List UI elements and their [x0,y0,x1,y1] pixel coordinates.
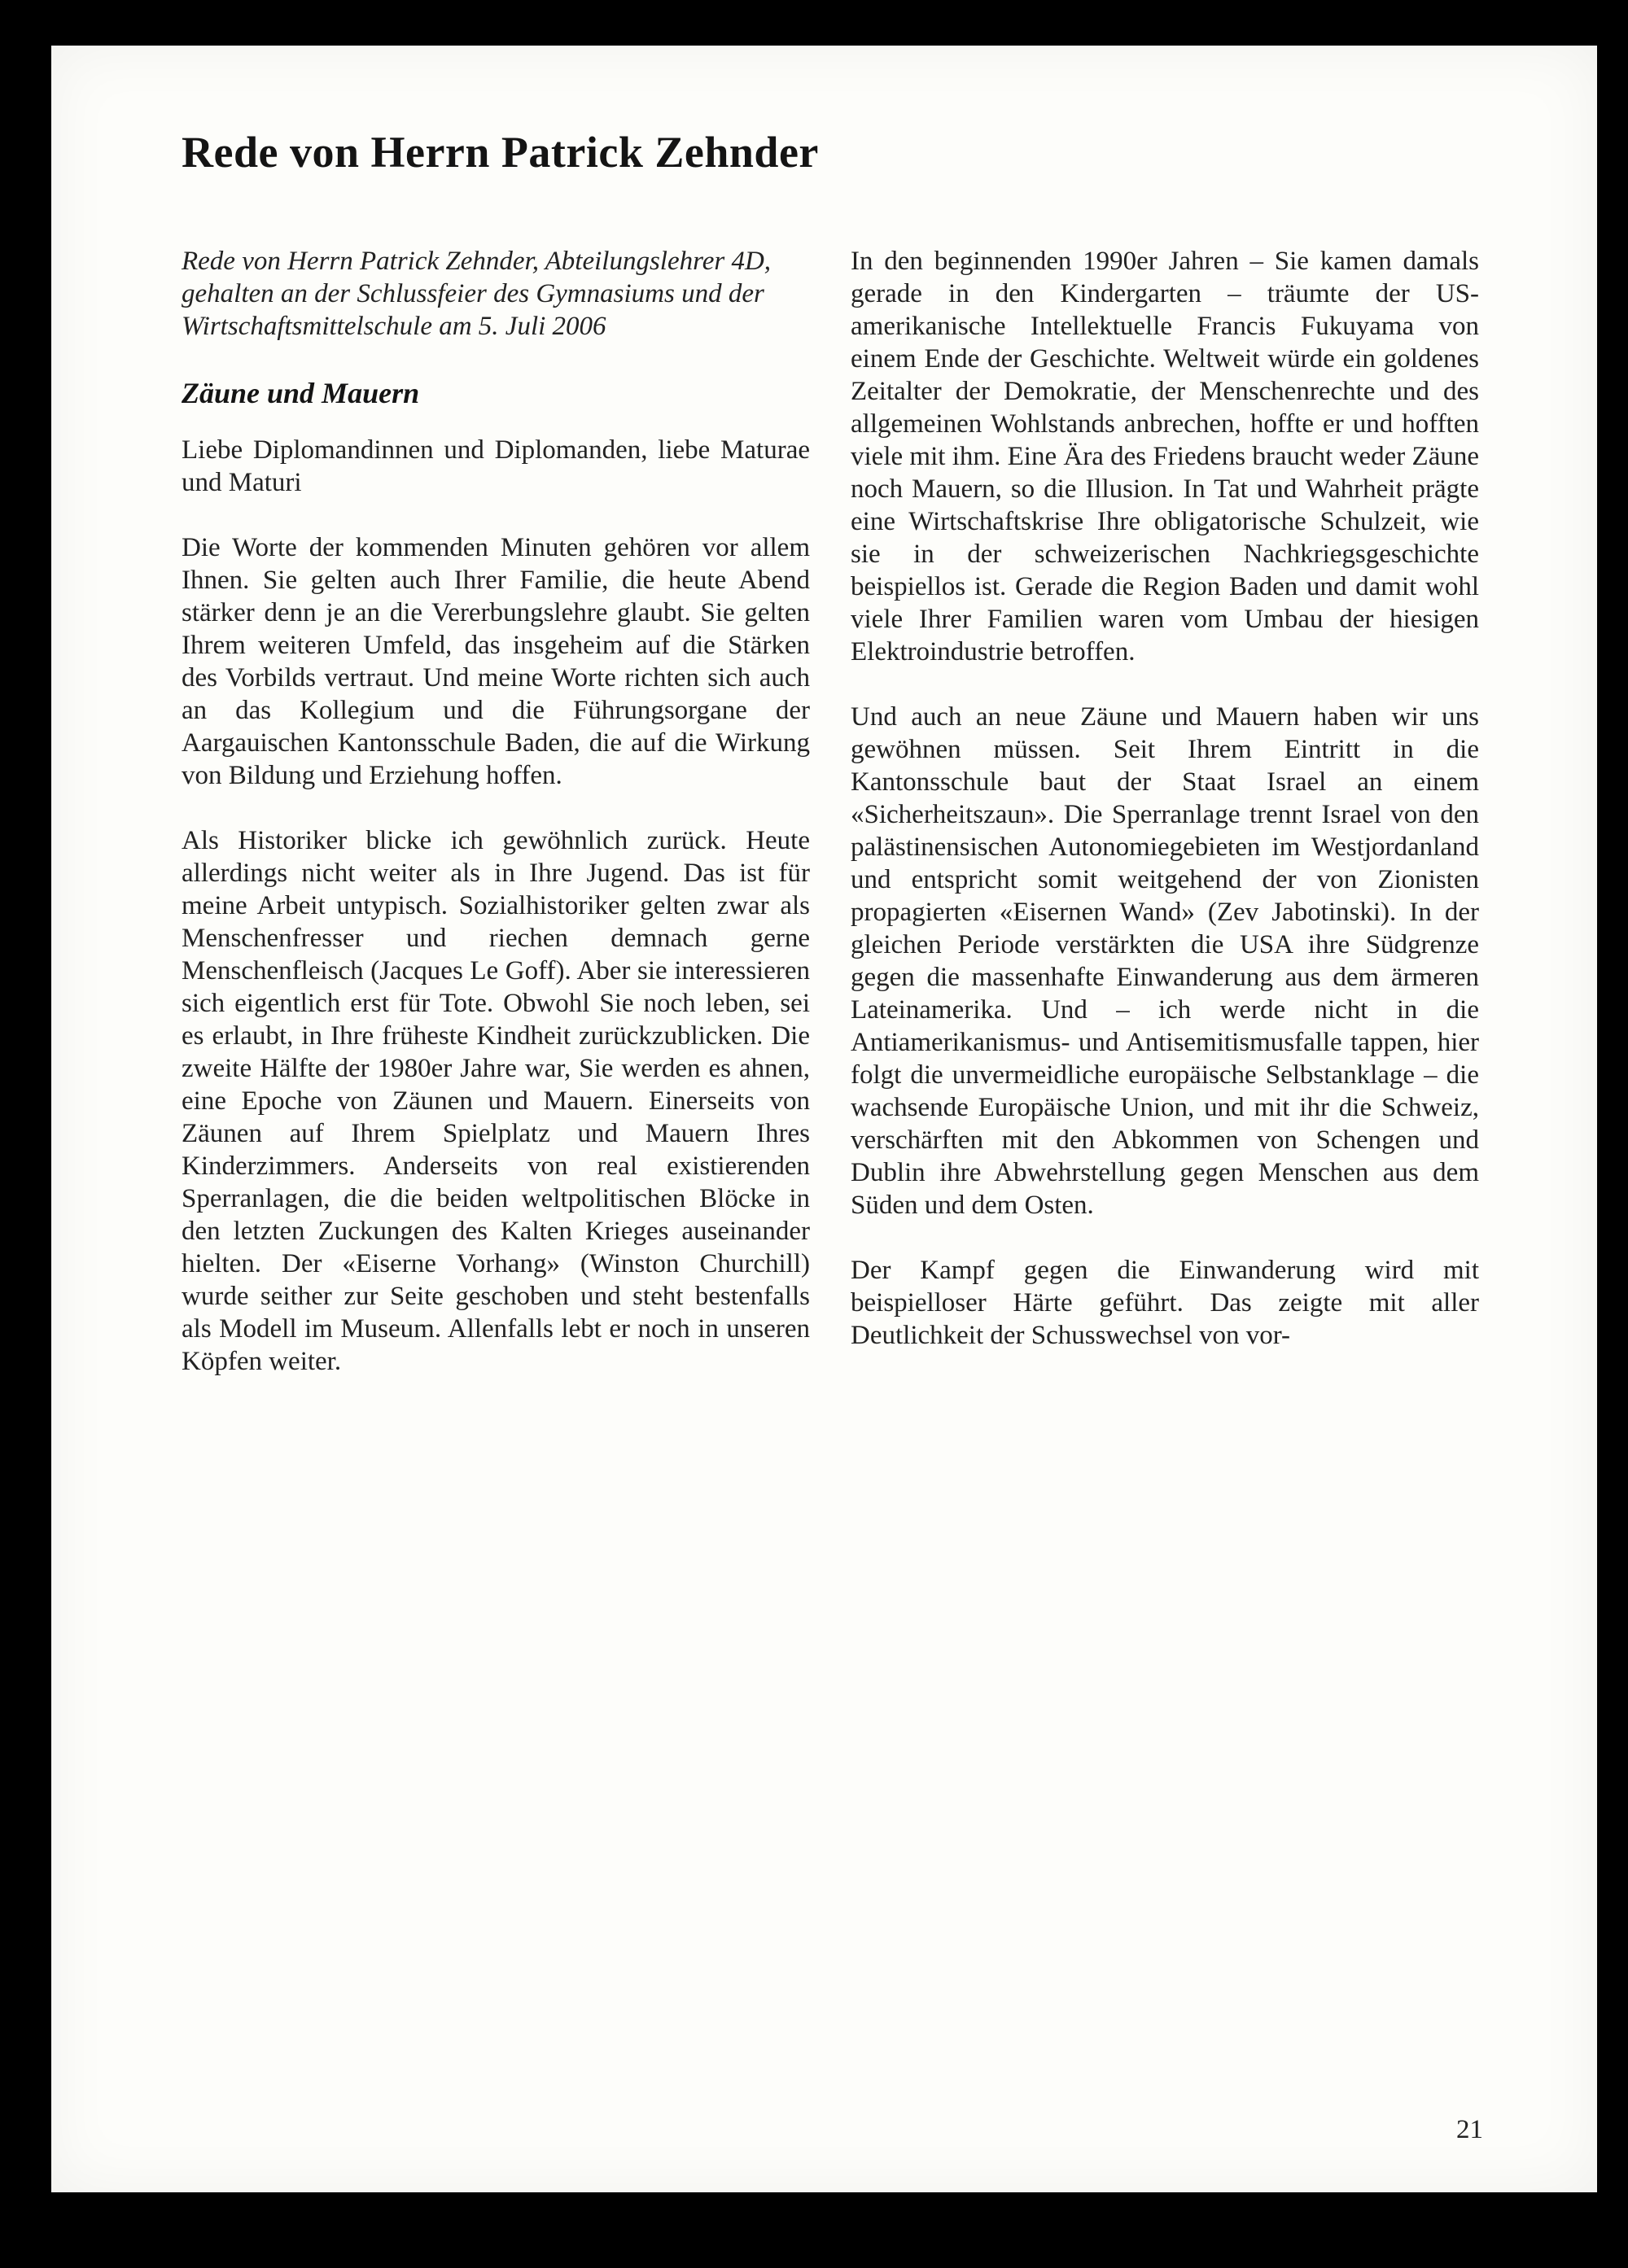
document-page [51,46,1597,2192]
page-number: 21 [1456,2115,1483,2144]
left-column [182,245,810,1378]
paragraph: Liebe Diplomandinnen und Diplomanden, liebe Maturae und Maturi [182,435,810,497]
paragraph: Der Kampf gegen die Einwanderung wird mit beispielloser Härte geführt. Das zeigte mit aller Deutlichkeit der Schusswechsel von vor- [851,1256,1479,1350]
paragraph: Als Historiker blicke ich gewöhnlich zurück. Heute allerdings nicht weiter als in Ihre Jugend. Das ist für meine Arbeit untypisch. Sozialhistoriker gelten zwar als Menschenfresser und riechen demnach gerne Menschenfleisch (Jacques Le Goff). Aber sie interessieren sich eigentlich erst für Tote. Obwohl Sie noch leben, sei es erlaubt, in Ihre früheste Kindheit zurückzublicken. Die zweite Hälfte der 1980er Jahre war, Sie werden es ahnen, eine Epoche von Zäunen und Mauern. Einerseits von Zäunen auf Ihrem Spielplatz und Mauern Ihres Kinderzimmers. Anderseits von real existierenden Sperranlagen, die die beiden weltpolitischen Blöcke in den letzten Zuckungen des Kalten Krieges auseinander hielten. Der «Eiserne Vorhang» (Winston Churchill) wurde seither zur Seite geschoben und steht bestenfalls als Modell im Museum. Allenfalls lebt er noch in unseren Köpfen weiter. [182,826,810,1376]
text-columns [182,245,1479,1378]
paragraph: In den beginnenden 1990er Jahren – Sie kamen damals gerade in den Kindergarten – träumte der US-amerikanische Intellektuelle Francis Fukuyama von einem Ende der Geschichte. Weltweit würde ein goldenes Zeitalter der Demokratie, der Menschenrechte und des allgemeinen Wohlstands anbrechen, hoffte er und hofften viele mit ihm. Eine Ära des Friedens braucht weder Zäune noch Mauern, so die Illusion. In Tat und Wahrheit prägte eine Wirtschaftskrise Ihre obligatorische Schulzeit, wie sie in der schweizerischen Nachkriegsgeschichte beispiellos ist. Gerade die Region Baden und damit wohl viele Ihrer Familien waren vom Umbau der hiesigen Elektroindustrie betroffen. [851,247,1479,666]
page-title: Rede von Herrn Patrick Zehnder [182,128,819,177]
paragraph: Und auch an neue Zäune und Mauern haben wir uns gewöhnen müssen. Seit Ihrem Eintritt in die Kantonsschule baut der Staat Israel an einem «Sicherheitszaun». Die Sperranlage trennt Israel von den palästinensischen Autonomiegebieten im Westjordanland und entspricht somit weitgehend der von Zionisten propagierten «Eisernen Wand» (Zev Jabotinski). In der gleichen Periode verstärkten die USA ihre Südgrenze gegen die massenhafte Einwanderung aus dem ärmeren Lateinamerika. Und – ich werde nicht in die Antiamerikanismus- und Antisemitismusfalle tappen, hier folgt die unvermeidliche europäische Selbstanklage – die wachsende Europäische Union, und mit ihr die Schweiz, verschärften mit den Abkommen von Schengen und Dublin ihre Abwehrstellung gegen Menschen aus dem Süden und dem Osten. [851,702,1479,1220]
right-column [851,245,1479,1378]
paragraph: Die Worte der kommenden Minuten gehören vor allem Ihnen. Sie gelten auch Ihrer Familie, die heute Abend stärker denn je an die Vererbungslehre glaubt. Sie gelten Ihrem weiteren Umfeld, das insgeheim auf die Stärken des Vorbilds vertraut. Und meine Worte richten sich auch an das Kollegium und die Führungsorgane der Aargauischen Kantonsschule Baden, die auf die Wirkung von Bildung und Erziehung hoffen. [182,533,810,790]
section-heading: Zäune und Mauern [182,377,420,409]
intro-note: Rede von Herrn Patrick Zehnder, Abteilungslehrer 4D, gehalten an der Schlussfeier des Gymnasiums und der Wirtschaftsmittelschule am 5. Juli 2006 [182,247,772,341]
